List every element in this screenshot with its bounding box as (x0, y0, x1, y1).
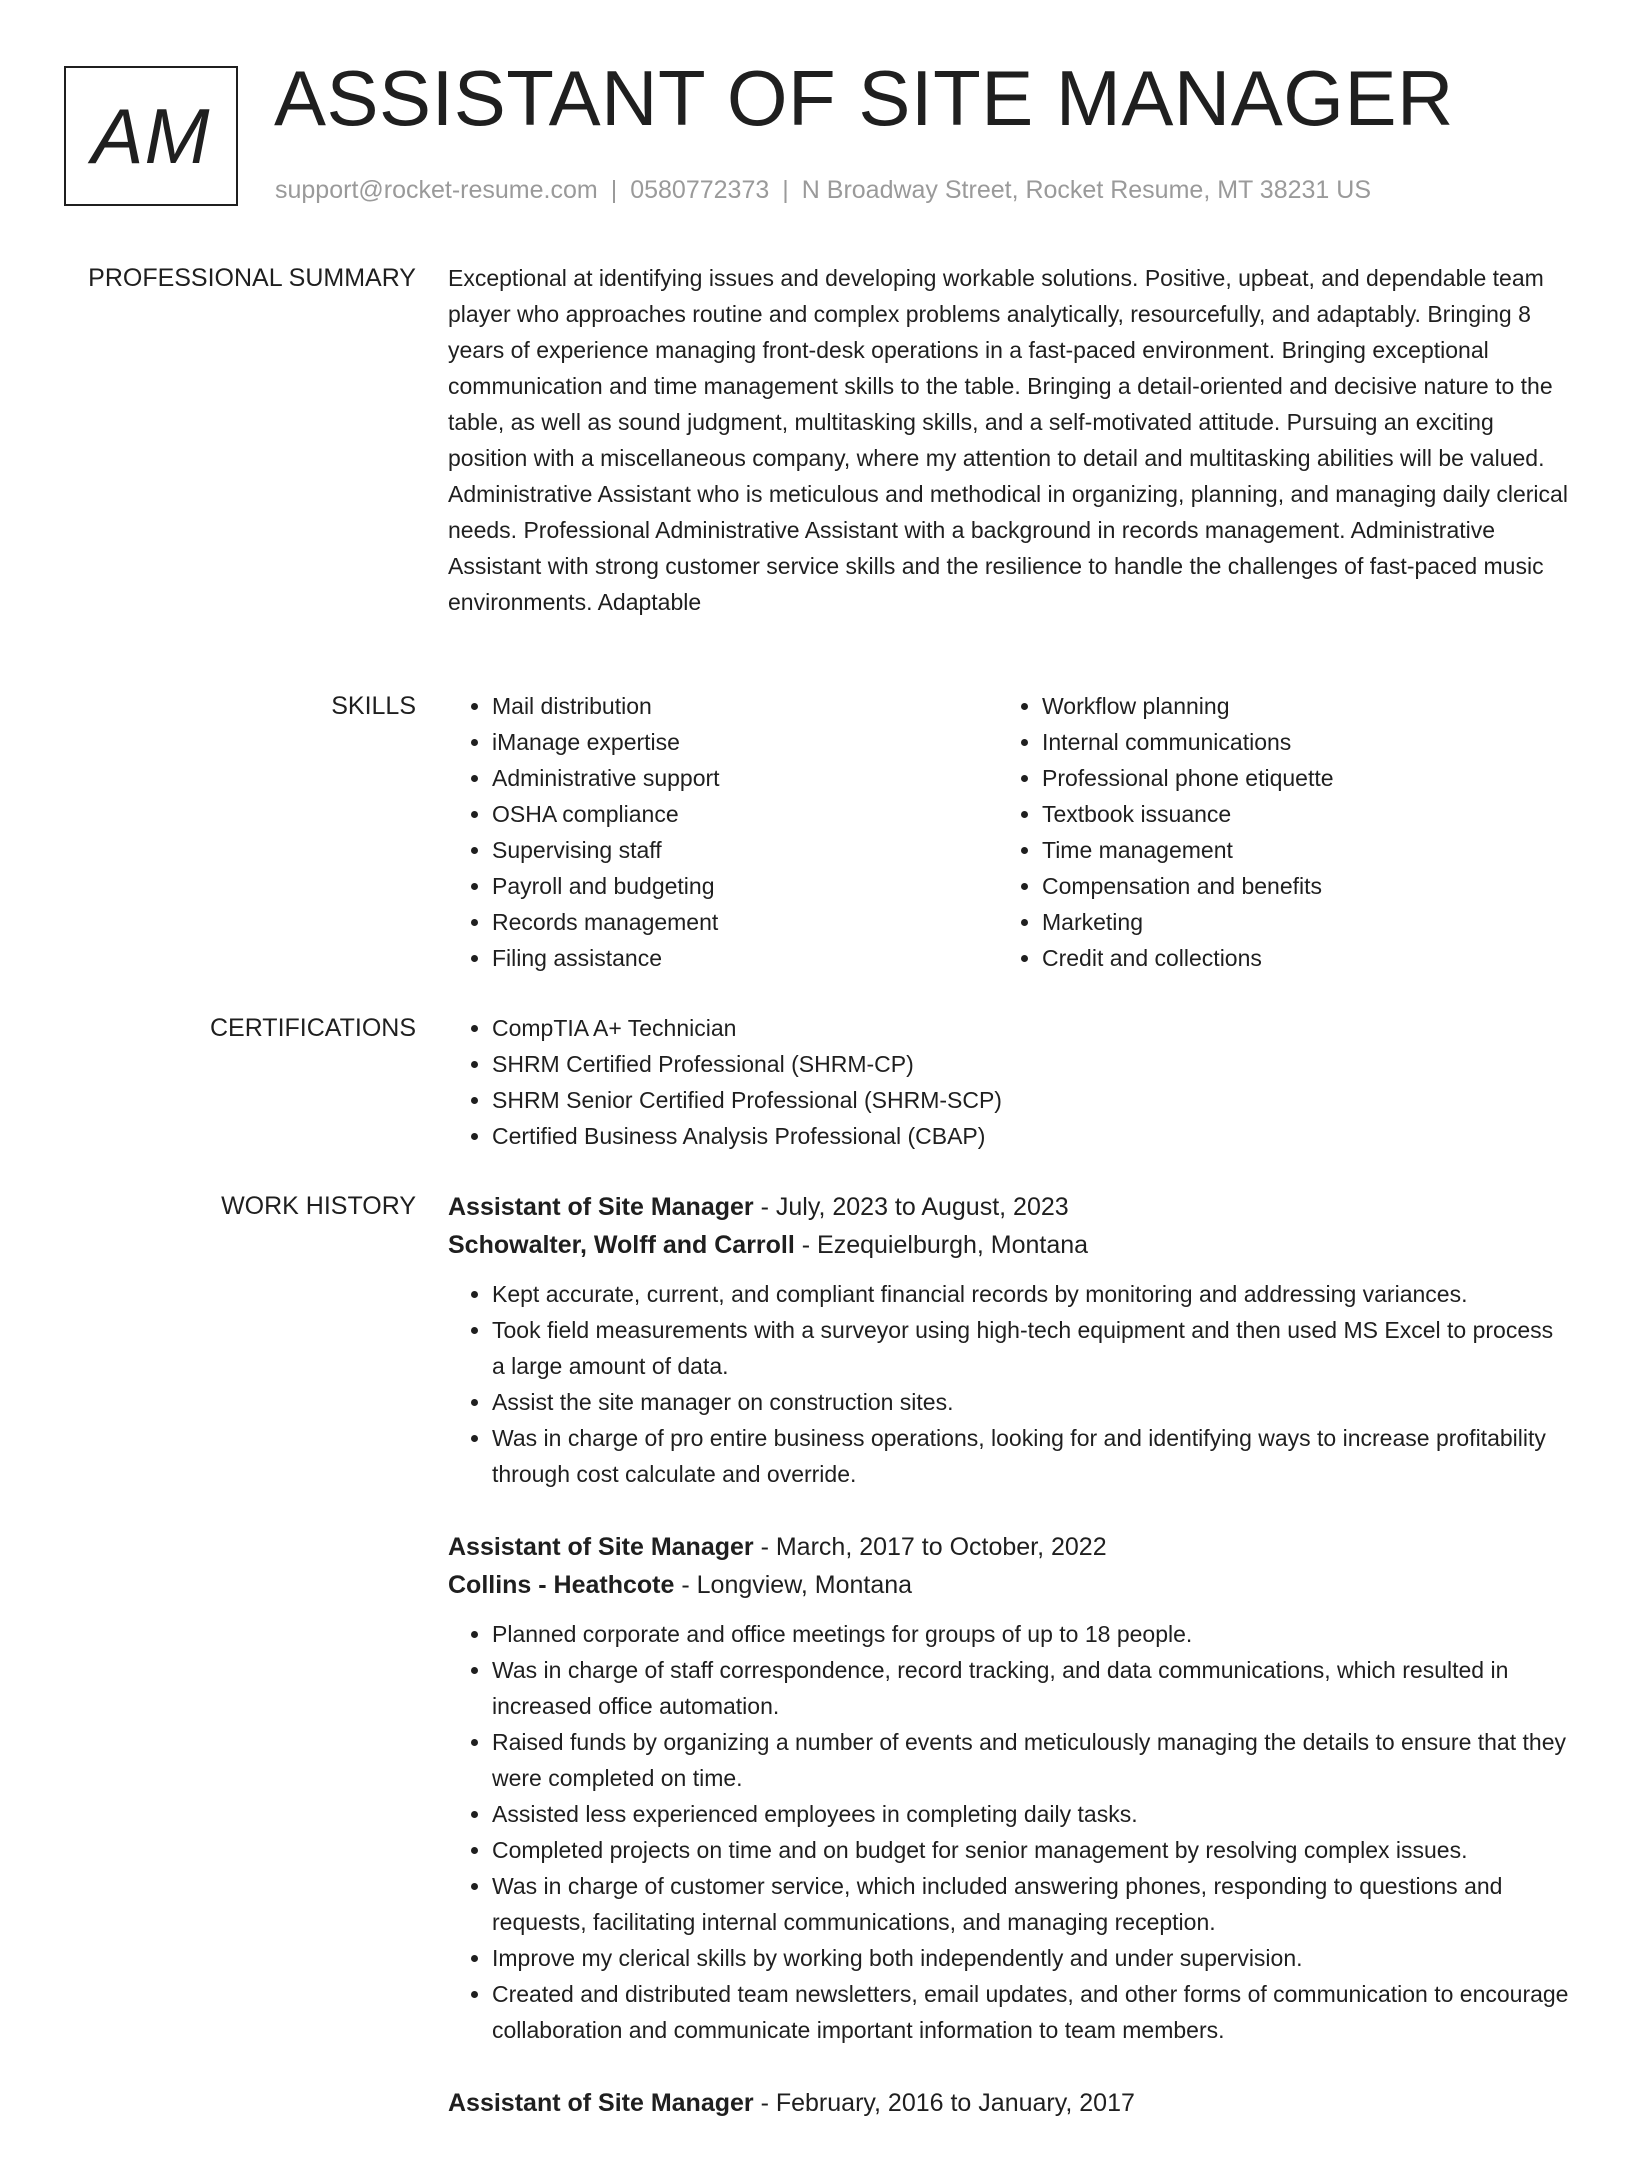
contact-address: N Broadway Street, Rocket Resume, MT 38231 US (801, 176, 1371, 204)
skill-item: • Professional phone etiquette (1042, 760, 1548, 796)
skill-item: • Payroll and budgeting (492, 868, 998, 904)
job-entry (448, 1188, 1572, 1492)
skill-item: • Time management (1042, 832, 1548, 868)
job-duty-item: • Planned corporate and office meetings for groups of up to 18 people. (492, 1616, 1572, 1652)
job-dates: - February, 2016 to January, 2017 (753, 2089, 1135, 2117)
job-title: Assistant of Site Manager (448, 1533, 754, 1561)
monogram-initials: AM (91, 91, 211, 180)
job-company-line (448, 1566, 1572, 1604)
job-dates: - March, 2017 to October, 2022 (753, 1533, 1107, 1561)
job-location: - Ezequielburgh, Montana (794, 1231, 1089, 1259)
skills-list-right (998, 688, 1548, 976)
job-dates: - July, 2023 to August, 2023 (753, 1193, 1069, 1221)
certifications-label: CERTIFICATIONS (209, 1014, 416, 1042)
job-company-line (448, 1226, 1572, 1264)
job-title: Assistant of Site Manager (448, 1193, 754, 1221)
skills-columns (448, 688, 1572, 976)
certification-item: • SHRM Certified Professional (SHRM-CP) (492, 1046, 1572, 1082)
skill-item: • Mail distribution (492, 688, 998, 724)
skills-column-left (448, 688, 998, 976)
work-history-label: WORK HISTORY (221, 1192, 416, 1220)
job-duty-item: • Assist the site manager on construction sites. (492, 1384, 1572, 1420)
job-company: Schowalter, Wolff and Carroll (448, 1231, 795, 1259)
work-history-body (448, 1188, 1572, 2158)
skill-item: • iManage expertise (492, 724, 998, 760)
skill-item: • Internal communications (1042, 724, 1548, 760)
job-duty-item: • Created and distributed team newsletters, email updates, and other forms of communication to encourage collaboration and communicate important information to team members. (492, 1976, 1572, 2048)
job-title-line (448, 2084, 1572, 2122)
job-company: Collins - Heathcote (448, 1571, 675, 1599)
certification-item: • SHRM Senior Certified Professional (SHRM-SCP) (492, 1082, 1572, 1118)
resume-title: ASSISTANT OF SITE MANAGER (274, 54, 1454, 142)
certifications-body (448, 1010, 1572, 1154)
job-duty-item: • Was in charge of staff correspondence, record tracking, and data communications, which resulted in increased office automation. (492, 1652, 1572, 1724)
job-duty-item: • Was in charge of pro entire business operations, looking for and identifying ways to increase profitability through cost calculate and override. (492, 1420, 1572, 1492)
summary-label: PROFESSIONAL SUMMARY (88, 264, 416, 292)
skill-item: • Administrative support (492, 760, 998, 796)
skill-item: • Textbook issuance (1042, 796, 1548, 832)
job-duty-item: • Took field measurements with a surveyor using high-tech equipment and then used MS Excel to process a large amount of data. (492, 1312, 1572, 1384)
job-duty-item: • Was in charge of customer service, which included answering phones, responding to questions and requests, facilitating internal communications, and managing reception. (492, 1868, 1572, 1940)
contact-separator: | (610, 176, 618, 204)
certification-item: • Certified Business Analysis Professional (CBAP) (492, 1118, 1572, 1154)
job-title: Assistant of Site Manager (448, 2089, 754, 2117)
job-duty-item: • Completed projects on time and on budget for senior management by resolving complex issues. (492, 1832, 1572, 1868)
job-duty-item: • Kept accurate, current, and compliant financial records by monitoring and addressing variances. (492, 1276, 1572, 1312)
certification-item: • CompTIA A+ Technician (492, 1010, 1572, 1046)
skill-item: • Compensation and benefits (1042, 868, 1548, 904)
job-location: - Longview, Montana (674, 1571, 913, 1599)
skill-item: • Records management (492, 904, 998, 940)
job-title-line (448, 1188, 1572, 1226)
job-duty-item: • Assisted less experienced employees in completing daily tasks. (492, 1796, 1572, 1832)
job-duties-list (448, 1616, 1572, 2048)
skill-item: • OSHA compliance (492, 796, 998, 832)
contact-email: support@rocket-resume.com (275, 176, 598, 204)
contact-phone: 0580772373 (630, 176, 770, 204)
job-entry (448, 1528, 1572, 2048)
skills-column-right (998, 688, 1548, 976)
skills-list-left (448, 688, 998, 976)
job-duties-list (448, 1276, 1572, 1492)
skills-label: SKILLS (331, 692, 416, 720)
certifications-list (448, 1010, 1572, 1154)
job-entry (448, 2084, 1572, 2122)
contact-line (275, 176, 1371, 205)
summary-text: Exceptional at identifying issues and developing workable solutions. Positive, upbeat, and dependable team player who approaches routine and complex problems analytically, resourcefully, and adaptably. Bringing 8 years of experience managing front-desk operations in a fast-paced environment. Bringing exceptional communication and time management skills to the table. Bringing a detail-oriented and decisive nature to the table, as well as sound judgment, multitasking skills, and a self-motivated attitude. Pursuing an exciting position with a miscellaneous company, where my attention to detail and multitasking abilities will be valued. Administrative Assistant who is meticulous and methodical in organizing, planning, and managing daily clerical needs. Professional Administrative Assistant with a background in records management. Administrative Assistant with strong customer service skills and the resilience to handle the challenges of fast-paced music environments. Adaptable (448, 265, 1568, 615)
monogram-box (64, 66, 238, 206)
skill-item: • Credit and collections (1042, 940, 1548, 976)
job-duty-item: • Improve my clerical skills by working both independently and under supervision. (492, 1940, 1572, 1976)
contact-separator: | (782, 176, 789, 204)
skill-item: • Marketing (1042, 904, 1548, 940)
skill-item: • Supervising staff (492, 832, 998, 868)
skill-item: • Workflow planning (1042, 688, 1548, 724)
job-duty-item: • Raised funds by organizing a number of events and meticulously managing the details to ensure that they were completed on time. (492, 1724, 1572, 1796)
job-title-line (448, 1528, 1572, 1566)
skill-item: • Filing assistance (492, 940, 998, 976)
